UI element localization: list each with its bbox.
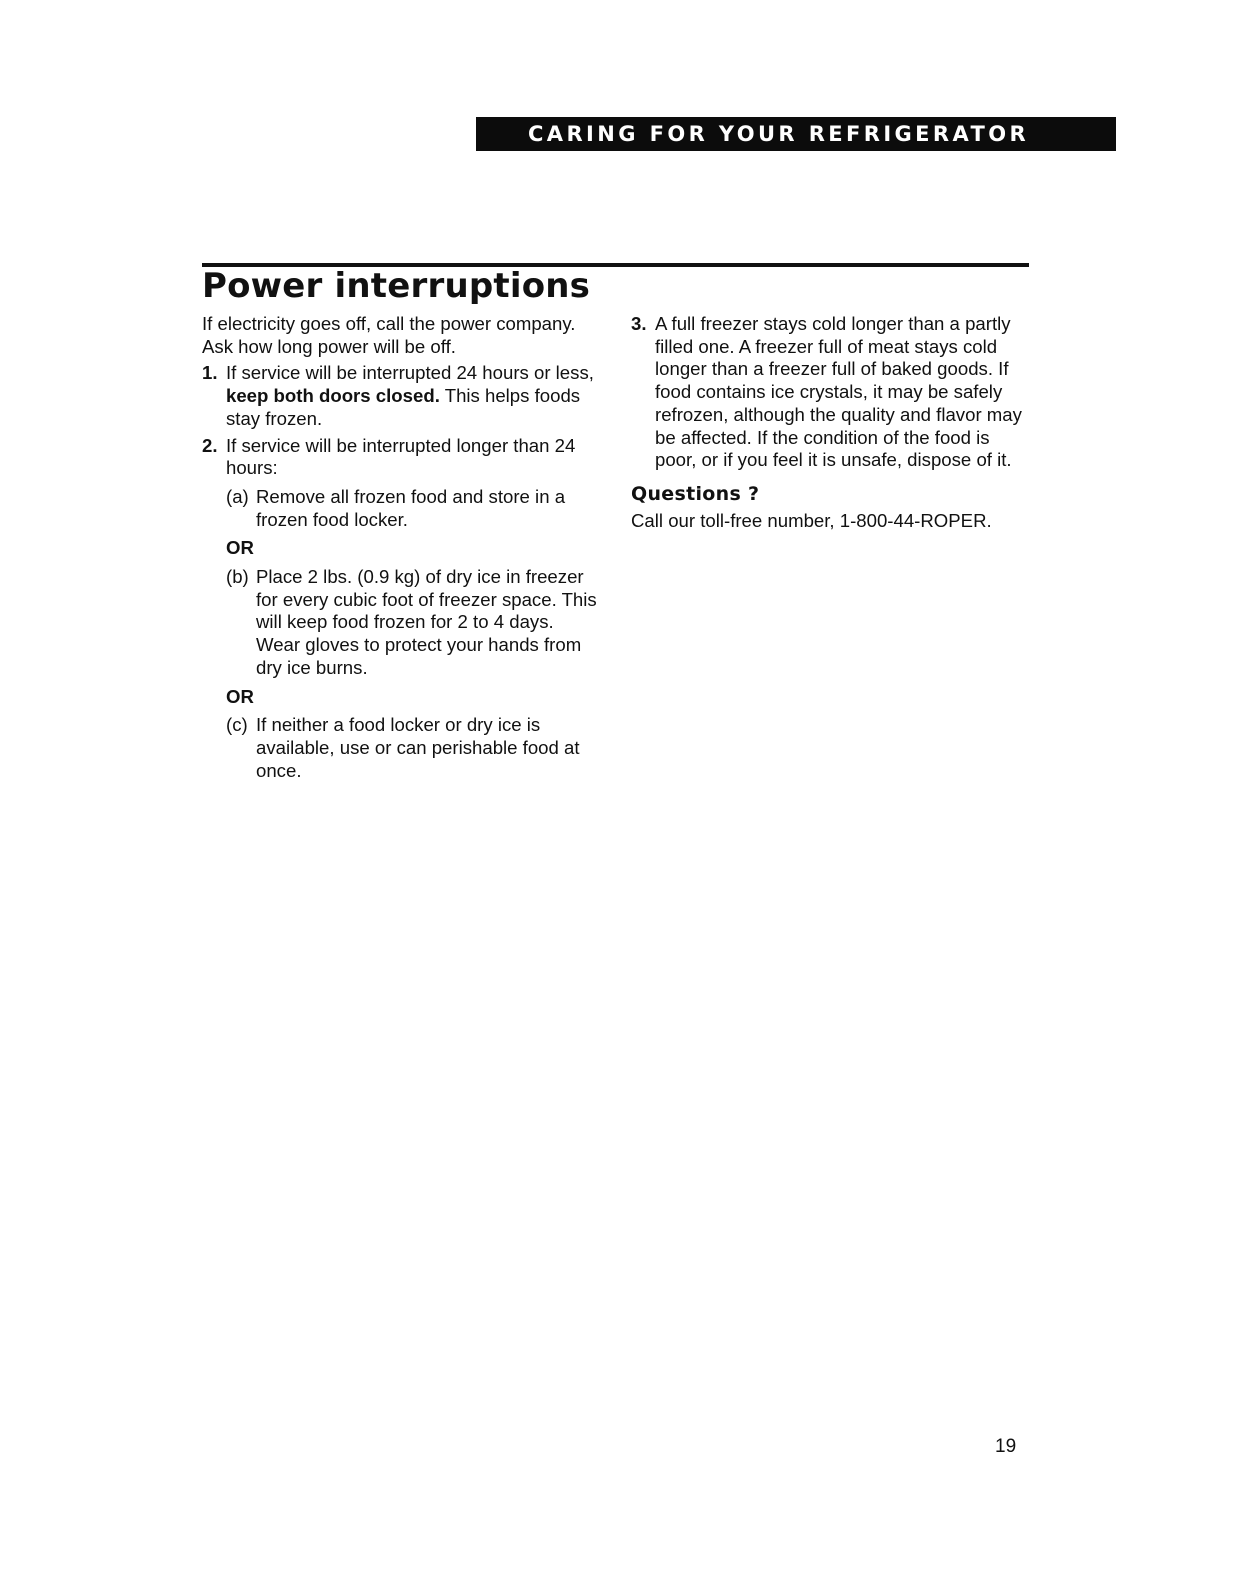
questions-heading: Questions ? [631,482,760,505]
list-item-3-number: 3. [631,313,647,334]
option-b [202,566,602,680]
left-column [202,313,602,782]
right-column [631,313,1031,533]
list-item-1 [202,362,602,430]
option-c-text: If neither a food locker or dry ice is available, use or can perishable food at once. [256,714,580,781]
section-header-banner: CARING FOR YOUR REFRIGERATOR [476,117,1116,151]
option-a [202,486,602,531]
intro-paragraph: If electricity goes off, call the power company. Ask how long power will be off. [202,313,576,357]
option-c-mark: (c) [226,714,248,736]
option-b-text: Place 2 lbs. (0.9 kg) of dry ice in freezer for every cubic foot of freezer space. This will keep food frozen for 2 to 4 days. Wear gloves to protect your hands from dry ice burns. [256,566,597,678]
page-title: Power interruptions [202,266,591,306]
option-b-mark: (b) [226,566,249,588]
list-item-2-number: 2. [202,434,218,456]
option-a-text: Remove all frozen food and store in a frozen food locker. [256,485,566,530]
list-item-1-number: 1. [202,362,218,384]
list-item-3-text: A full freezer stays cold longer than a partly filled one. A freezer full of meat stays cold longer than a freezer full of baked goods. If food contains ice crystals, it may be safely refrozen, although the quality and flavor may be affected. If the condition of the food is poor, or if you feel it is unsafe, dispose of it. [655,313,1022,471]
page-number: 19 [995,1436,1017,1457]
option-c [202,714,602,782]
list-item-1-text-after: This helps foods stay frozen. [226,385,581,429]
or-label-2: OR [226,685,254,707]
list-item-2 [202,435,602,480]
list-item-2-text: If service will be interrupted longer than 24 hours: [226,434,576,479]
option-a-mark: (a) [226,485,249,507]
or-label-1: OR [226,537,254,559]
questions-text: Call our toll-free number, 1-800-44-ROPER. [631,509,992,531]
list-item-3 [631,313,1031,472]
list-item-1-bold-text: keep both doors closed. [226,385,440,407]
list-item-1-text: If service will be interrupted 24 hours or less, [226,362,594,384]
